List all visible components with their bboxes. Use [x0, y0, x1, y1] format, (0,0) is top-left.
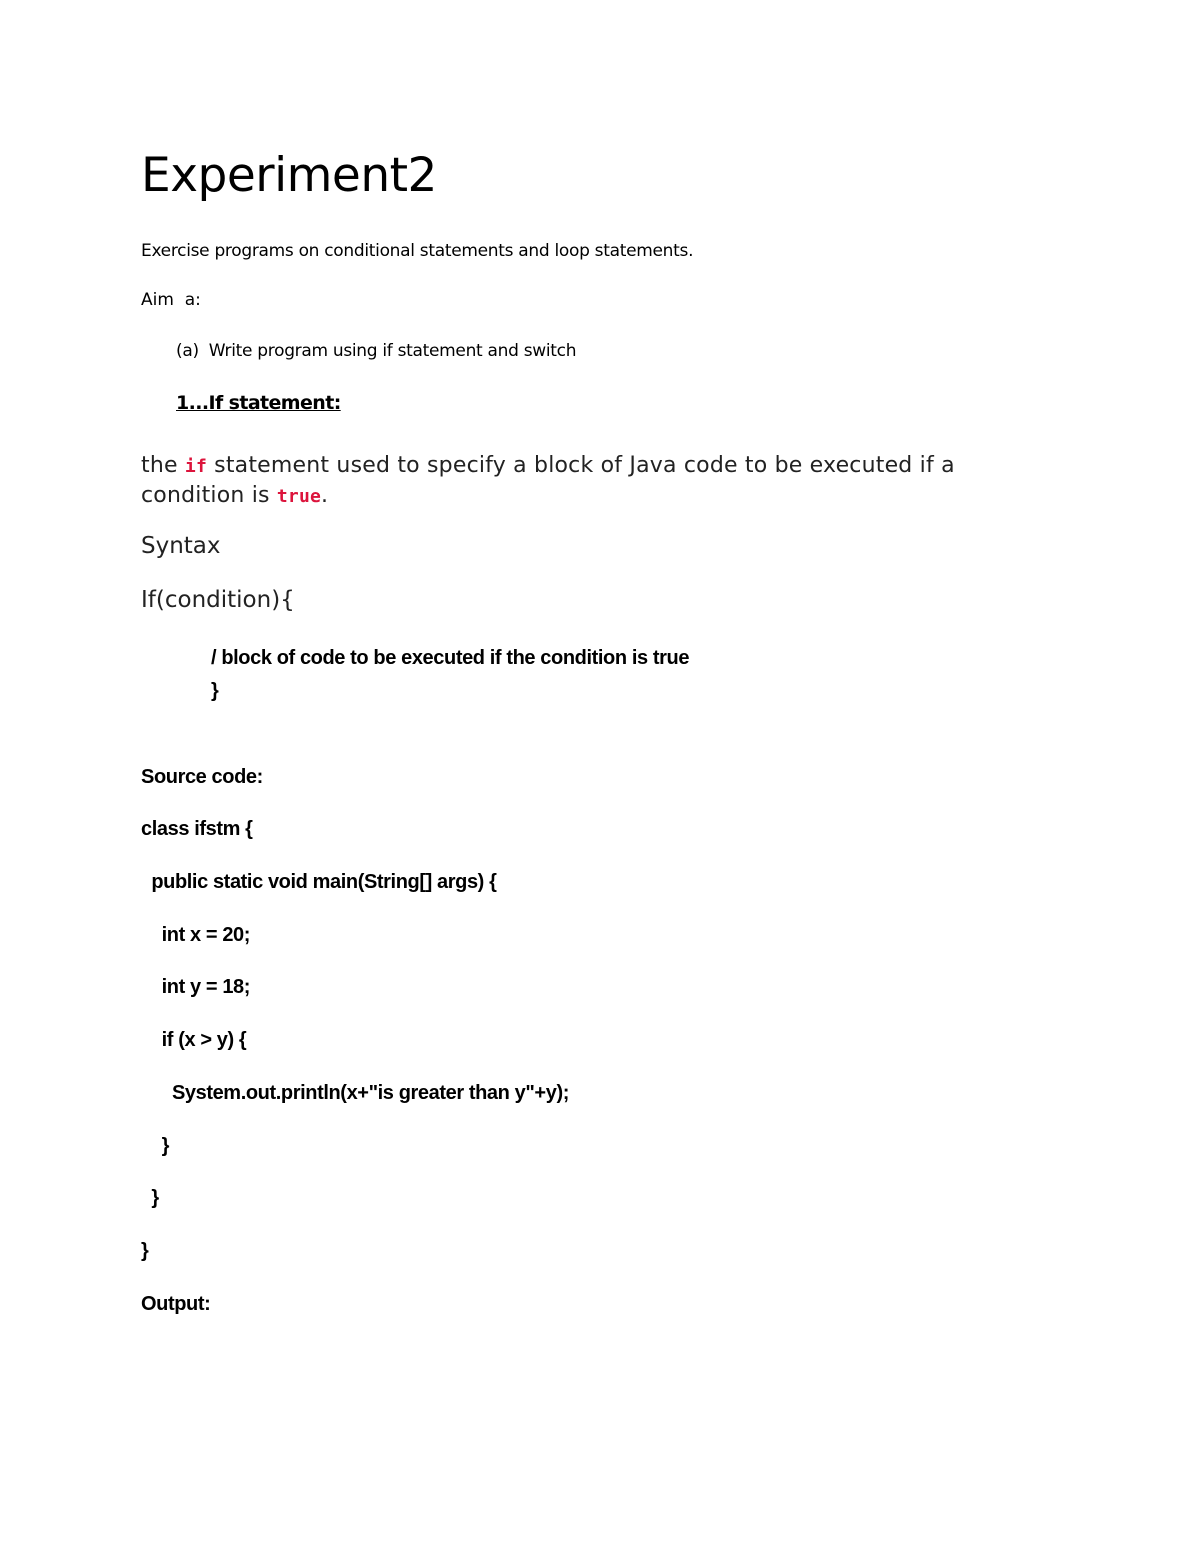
aim-item-marker: (a) [176, 341, 199, 361]
source-code-heading: Source code: [141, 766, 263, 788]
code-line: } [141, 1240, 149, 1262]
document-title: Experiment2 [141, 148, 437, 203]
keyword-true: true [276, 486, 322, 507]
code-line: class ifstm { [141, 818, 253, 840]
code-line: } [141, 1135, 170, 1157]
code-line: if (x > y) { [141, 1029, 247, 1051]
aim-label: Aim a: [141, 290, 201, 310]
description-text-3: . [321, 483, 329, 508]
syntax-block-close: } [211, 680, 219, 702]
document-subtitle: Exercise programs on conditional statements and loop statements. [141, 241, 694, 261]
description-text-2: statement used to specify a block of Java code to be executed if a condition is [141, 453, 955, 508]
code-line: int y = 18; [141, 976, 251, 998]
keyword-if: if [184, 456, 207, 477]
code-line: } [141, 1187, 159, 1209]
syntax-heading: Syntax [141, 533, 221, 559]
syntax-line: If(condition){ [141, 587, 295, 613]
code-line: System.out.println(x+"is greater than y"+y); [141, 1082, 569, 1104]
description-text-1: the [141, 453, 185, 478]
aim-list-item [176, 343, 576, 360]
aim-item-text: Write program using if statement and switch [208, 341, 577, 361]
syntax-block-comment: / block of code to be executed if the condition is true [211, 647, 690, 669]
code-line: public static void main(String[] args) { [141, 871, 497, 893]
if-statement-description [141, 451, 1011, 511]
if-statement-heading: 1...If statement: [176, 392, 341, 414]
output-heading: Output: [141, 1293, 211, 1315]
code-line: int x = 20; [141, 924, 251, 946]
